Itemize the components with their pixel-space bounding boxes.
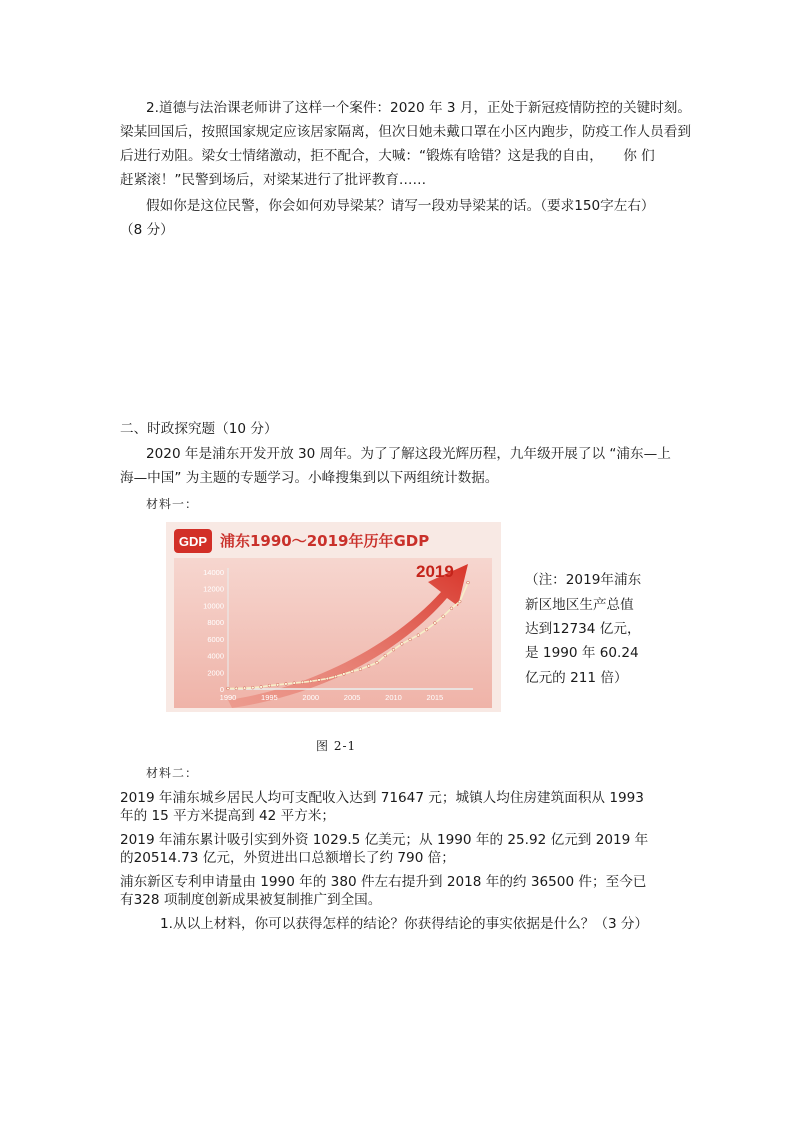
data-point xyxy=(301,681,304,684)
data-point xyxy=(376,661,379,664)
x-tick-label: 1990 xyxy=(219,693,237,702)
y-tick-label: 14000 xyxy=(203,568,224,577)
data-point xyxy=(251,686,254,689)
data-point xyxy=(458,600,461,603)
material-two-p3-b: 有328 项制度创新成果被复制推广到全国。 xyxy=(120,892,382,908)
data-point xyxy=(392,648,395,651)
q2-line-6: （8 分） xyxy=(120,222,174,238)
x-tick-label: 1995 xyxy=(261,693,278,702)
material-two-p2-a: 2019 年浦东累计吸引实到外资 1029.5 亿美元；从 1990 年的 25.92 亿元到 2019 年 xyxy=(120,832,649,848)
data-point xyxy=(334,675,337,678)
y-tick-label: 6000 xyxy=(207,634,224,644)
badge-text: GDP xyxy=(178,534,208,549)
data-point xyxy=(367,665,370,668)
section-intro-2: 海—中国” 为主题的专题学习。小峰搜集到以下两组统计数据。 xyxy=(120,470,499,486)
section-intro-1: 2020 年是浦东开发开放 30 周年。为了了解这段光辉历程，九年级开展了以 “浦东—上 xyxy=(146,446,671,462)
data-point xyxy=(268,684,271,687)
data-point xyxy=(243,687,246,690)
material-two-p3-a: 浦东新区专利申请量由 1990 年的 380 件左右提升到 2018 年的约 36500 件；至今已 xyxy=(120,874,647,890)
q2-line-5: 假如你是这位民警，你会如何劝导梁某？请写一段劝导梁某的话。（要求150字左右） xyxy=(146,198,655,214)
note-line-3: 达到12734 亿元， xyxy=(525,621,641,637)
data-point xyxy=(433,622,436,625)
data-point xyxy=(318,679,321,682)
q2-line-2: 梁某回国后，按照国家规定应该居家隔离，但次日她未戴口罩在小区内跑步，防疫工作人员看到 xyxy=(120,124,691,140)
data-point xyxy=(409,638,412,641)
figure-caption: 图 2-1 xyxy=(316,739,357,753)
y-tick-label: 12000 xyxy=(203,584,224,594)
section-heading: 二、时政探究题（10 分） xyxy=(120,421,278,437)
data-point xyxy=(450,607,453,610)
material-one-label: 材料一： xyxy=(146,497,199,511)
note-line-2: 新区地区生产总值 xyxy=(525,597,634,613)
data-point xyxy=(309,680,312,683)
x-tick-label: 2015 xyxy=(426,693,444,702)
material-two-p1-a: 2019 年浦东城乡居民人均可支配收入达到 71647 元；城镇人均住房建筑面积从 1993 xyxy=(120,790,644,806)
data-point xyxy=(227,687,230,690)
q2-line-1: 2.道德与法治课老师讲了这样一个案件：2020 年 3 月，正处于新冠疫情防控的关键时刻。 xyxy=(146,100,691,116)
x-tick-label: 2005 xyxy=(343,693,361,702)
material-two-p1-b: 年的 15 平方米提高到 42 平方米； xyxy=(120,808,336,824)
data-point xyxy=(293,682,296,685)
material-two-label: 材料二： xyxy=(146,766,199,780)
x-tick-label: 2000 xyxy=(302,693,320,702)
question-1: 1.从以上材料，你可以获得怎样的结论？你获得结论的事实依据是什么？（3 分） xyxy=(160,916,649,932)
q2-line-3: 后进行劝阻。梁女士情绪激动，拒不配合，大喊：“锻炼有啥错？这是我的自由， 你 们 xyxy=(120,148,655,164)
material-two-p2-b: 的20514.73 亿元，外贸进出口总额增长了约 790 倍； xyxy=(120,850,455,866)
gdp-badge xyxy=(174,529,212,553)
data-point xyxy=(359,668,362,671)
note-line-5: 亿元的 211 倍） xyxy=(525,670,628,686)
note-line-1: （注：2019年浦东 xyxy=(525,572,642,588)
data-point xyxy=(400,642,403,645)
data-point xyxy=(425,628,428,631)
gdp-chart xyxy=(166,522,501,712)
data-point xyxy=(276,683,279,686)
y-tick-label: 4000 xyxy=(207,651,224,661)
chart-title: 浦东1990～2019年历年GDP xyxy=(220,532,430,550)
data-point xyxy=(235,687,238,690)
data-point xyxy=(384,654,387,657)
data-point xyxy=(467,581,470,584)
x-tick-label: 2010 xyxy=(385,693,402,702)
data-point xyxy=(260,686,263,689)
data-point xyxy=(442,615,445,618)
y-tick-label: 10000 xyxy=(203,601,224,611)
data-point xyxy=(326,677,329,680)
data-point xyxy=(342,673,345,676)
data-point xyxy=(285,683,288,686)
note-line-4: 是 1990 年 60.24 xyxy=(525,645,639,661)
y-tick-label: 8000 xyxy=(207,618,224,628)
year-callout: 2019 xyxy=(416,562,454,581)
data-point xyxy=(417,634,420,637)
y-tick-label: 0 xyxy=(219,685,224,694)
q2-line-4: 赶紧滚！”民警到场后，对梁某进行了批评教育…… xyxy=(120,172,427,188)
data-point xyxy=(351,670,354,673)
y-tick-label: 2000 xyxy=(207,668,224,678)
